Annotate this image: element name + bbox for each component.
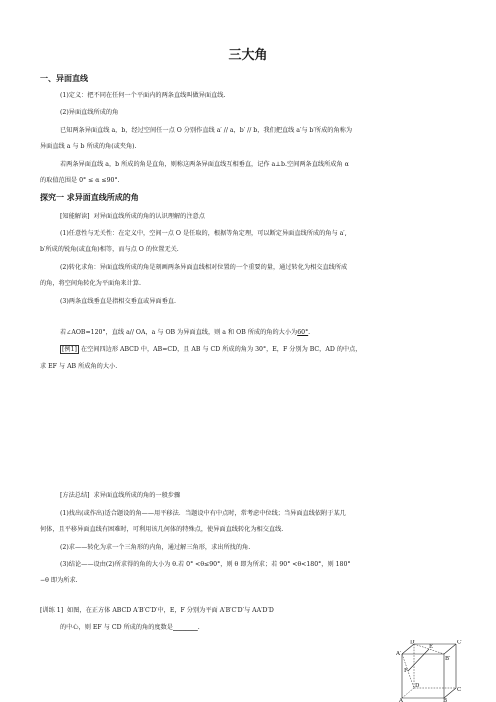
- training-line-2: [60, 621, 470, 635]
- angle-definition-line-2: 异面直线 a 与 b 所成的角(或夹角).: [40, 143, 137, 150]
- label-a-prime: A′: [396, 651, 402, 657]
- method-summary-heading: [60, 489, 470, 503]
- training-end: .: [197, 624, 200, 631]
- label-d-prime: D′: [410, 640, 416, 646]
- page-title: 三大角: [228, 48, 268, 63]
- note-2-line-1: (2)转化求角：异面直线所成的角是刻画两条异面直线相对位置的一个重要的量，通过转化为相交直线所成: [60, 264, 348, 271]
- edge-bottom-right: [444, 688, 456, 698]
- tip-label: [知能解读]: [60, 213, 90, 220]
- note-1-line-2: b′所成的锐角(或直角)相等，而与点 O 的位置无关.: [40, 246, 179, 253]
- training-question: 的中心，则 EF 与 CD 所成的角的度数是: [60, 624, 173, 631]
- explore-heading: 探究一 求异面直线所成的角: [40, 193, 139, 202]
- label-c: C: [457, 687, 462, 693]
- label-b-prime: B′: [445, 656, 451, 662]
- step-2: (2)求——转化为求一个三角形的内角，通过解三角形，求出所找的角.: [60, 544, 251, 551]
- example-1-line-1: [60, 343, 470, 357]
- example-1-label: [例1]: [62, 346, 77, 353]
- method-label: [方法总结]: [60, 492, 90, 499]
- question-1-answer: 60°: [297, 329, 309, 336]
- example-1-line-2: 求 EF 与 AB 所成角的大小.: [40, 363, 118, 370]
- label-f: F: [404, 668, 408, 674]
- edge-top-right: [444, 644, 456, 654]
- training-text: 如图，在正方体 ABCD A′B′C′D′中，E，F 分别为平面 A′B′C′D′与 AA′D′D: [67, 607, 274, 614]
- section-heading-skew-lines: 一、异面直线: [40, 74, 88, 83]
- note-2-line-2: 的角，将空间角转化为平面角来计算.: [40, 280, 141, 287]
- note-1-line-1: (1)任意性与无关性：在定义中，空间一点 O 是任取的，根据等角定理，可以断定异面直线所成的角与 a′,: [60, 230, 347, 237]
- segment-ef: [408, 649, 429, 671]
- example-1-text: 在空间四边形 ABCD 中，AB=CD，且 AB 与 CD 所成的角为 30°，E，F 分别为 BC，AD 的中点，: [80, 346, 362, 353]
- tip-line: [60, 210, 470, 224]
- note-3: (3)两条直线垂直是指相交垂直或异面垂直.: [60, 298, 176, 305]
- tip-text: 对异面直线所成的角的认识理解的注意点: [93, 213, 205, 220]
- step-3-line-1: (3)结论——设由(2)所求得的角的大小为 θ.若 0° <θ≤90°，则 θ 即为所求；若 90° <θ<180°，则 180°: [60, 561, 351, 568]
- angle-definition-line-1: 已知两条异面直线 a，b，经过空间任一点 O 分别作直线 a′ // a，b′ // b，我们把直线 a′与 b′所成的角称为: [60, 127, 353, 134]
- training-line-1: [40, 604, 395, 618]
- angle-subheading: (2)异面直线所成的角: [60, 109, 119, 116]
- label-c-prime: C′: [457, 640, 463, 646]
- question-1: [60, 326, 470, 340]
- step-1-line-1: (1)找出(或作出)适合题设的角——用平移法．当题设中有中点时，常考虑中位线；当异面直线依附于某几: [60, 510, 346, 517]
- training-label: [训练 1]: [40, 607, 64, 614]
- label-b: B: [443, 698, 448, 702]
- label-e: E: [429, 644, 434, 650]
- method-title: 求异面直线所成的角的一般步骤: [93, 492, 181, 499]
- answer-blank: ________: [173, 624, 198, 631]
- definition-paragraph: (1)定义：把不同在任何一个平面内的两条直线叫做异面直线.: [60, 92, 226, 99]
- cube-figure: [396, 640, 464, 702]
- hidden-edge-bottom-left: [402, 688, 414, 698]
- question-1-end: .: [308, 329, 311, 336]
- step-1-line-2: 何体，且平移异面直线有困难时，可利用该几何体的特殊点，使异面直线转化为相交直线.: [40, 526, 284, 533]
- edge-top-left: [402, 644, 414, 654]
- label-a: A: [399, 698, 403, 702]
- question-1-text: 若∠AOB=120°，直线 a// OA，a 与 OB 为异面直线，则 a 和 OB 所成的角的大小为: [60, 329, 298, 336]
- step-3-line-2: −θ 即为所求.: [40, 577, 78, 584]
- perpendicular-line-2: 的取值范围是 0° ≤ α ≤90°.: [40, 177, 120, 184]
- perpendicular-line-1: 若两条异面直线 a，b 所成的角是直角，则称这两条异面直线互相垂直，记作 a⊥b.空间两条直线所成角 α: [60, 161, 349, 168]
- label-d: D: [415, 683, 420, 689]
